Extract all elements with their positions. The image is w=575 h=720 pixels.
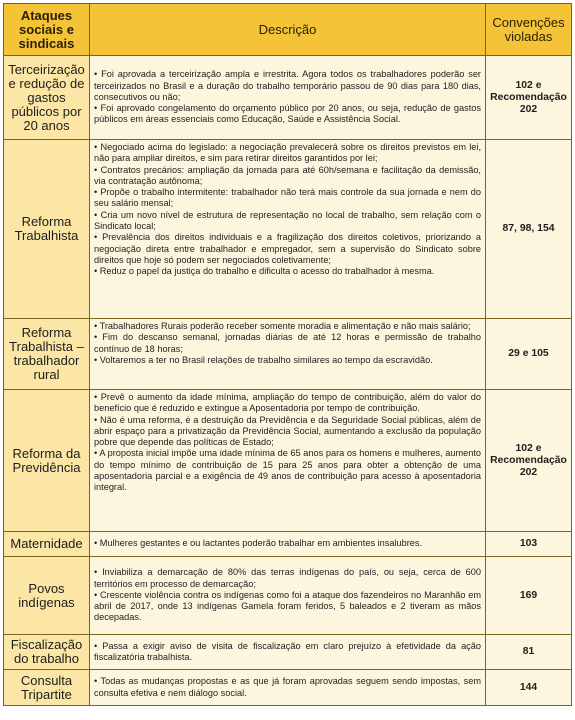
table-row <box>4 635 572 670</box>
bullet: • Cria um novo nível de estrutura de representação no local de trabalho, sem relação com o Sindicato local; <box>94 209 481 232</box>
bullet: • Propõe o trabalho intermitente: trabalhador não terá mais controle da sua jornada e nem do seu salário mensal; <box>94 187 481 209</box>
attack-name: Terceirização e redução de gastos públicos por 20 anos <box>4 56 90 140</box>
table-row <box>4 319 572 390</box>
attack-description <box>90 532 486 557</box>
bullet: • Não é uma reforma, é a destruição da Previdência e da Seguridade Social públicas, além de abrir espaço para a privatização da Previdência Social, aumentando a exclusão da população pobre que depende das políticas de Estado; <box>94 414 481 448</box>
header-conventions: Convenções violadas <box>486 4 572 56</box>
attack-description <box>90 390 486 532</box>
header-attacks: Ataques sociais e sindicais <box>4 4 90 56</box>
attack-name: Reforma Trabalhista <box>4 140 90 319</box>
bullet: • Inviabiliza a demarcação de 80% das terras indígenas do país, ou seja, cerca de 600 territórios em processo de demarcação; <box>94 567 481 589</box>
bullet: • Contratos precários: ampliação da jornada para até 60h/semana e facilitação da demissão, via contratação autônoma; <box>94 164 481 186</box>
bullet: • Foi aprovada a terceirização ampla e irrestrita. Agora todos os trabalhadores poderão ser terceirizados no Brasil e a duração do trabalho temporário passou de 90 dias para 180 dias, consecutivos ou não; <box>94 69 481 102</box>
conventions-violated: 81 <box>486 635 572 670</box>
conventions-violated: 144 <box>486 670 572 706</box>
attack-description <box>90 140 486 319</box>
table-row <box>4 390 572 532</box>
bullet: • Voltaremos a ter no Brasil relações de trabalho similares ao tempo da escravidão. <box>94 354 433 365</box>
conventions-violated: 169 <box>486 557 572 635</box>
bullet: • Passa a exigir aviso de visita de fiscalização em claro prejuízo à efetividade da ação fiscalizatória trabalhista. <box>94 640 481 662</box>
table-row <box>4 140 572 319</box>
attack-description <box>90 319 486 390</box>
conventions-violated: 102 e Recomendação 202 <box>486 390 572 532</box>
attack-name: Reforma Trabalhista – trabalhador rural <box>4 319 90 390</box>
bullet: • Prevê o aumento da idade mínima, ampliação do tempo de contribuição, além do valor do benefício que é reduzido e extingue a Aposentadoria por tempo de contribuição. <box>94 392 481 414</box>
attack-name: Fiscalização do trabalho <box>4 635 90 670</box>
table-row <box>4 670 572 706</box>
bullet: • A proposta inicial impõe uma idade mínima de 65 anos para os homens e mulheres, aumento do tempo mínimo de contribuição de 15 para 25 anos para obter a obtenção de uma aposentadoria parcial e a exigência de 49 anos de contribuição para acesso à aposentadoria integral. <box>94 448 481 493</box>
attack-description <box>90 56 486 140</box>
conventions-violated: 102 e Recomendação 202 <box>486 56 572 140</box>
table-row <box>4 557 572 635</box>
bullet: • Prevalência dos direitos individuais e a fragilização dos direitos coletivos, priorizando a negociação direta entre trabalhador e empregador, sem a supervisão do Sindicato sobre direitos que hoje só podem ser negociados coletivamente; <box>94 232 481 265</box>
bullet: • Todas as mudanças propostas e as que já foram aprovadas seguem sendo impostas, sem consulta efetiva e nem diálogo social. <box>94 676 481 698</box>
attack-name: Povos indígenas <box>4 557 90 635</box>
bullet: • Reduz o papel da justiça do trabalho e dificulta o acesso do trabalhador à mesma. <box>94 266 435 277</box>
table-row <box>4 532 572 557</box>
conventions-violated: 29 e 105 <box>486 319 572 390</box>
table-row <box>4 56 572 140</box>
bullet: • Trabalhadores Rurais poderão receber somente moradia e alimentação e não mais salário; <box>94 321 471 331</box>
attack-name: Consulta Tripartite <box>4 670 90 706</box>
bullet: • Foi aprovado congelamento do orçamento público por 20 anos, ou seja, redução de gastos públicos em áreas essenciais como Educação, Saúde e Assistência Social. <box>94 103 481 125</box>
attack-description <box>90 557 486 635</box>
bullet: • Mulheres gestantes e ou lactantes poderão trabalhar em ambientes insalubres. <box>94 538 423 549</box>
conventions-violated: 103 <box>486 532 572 557</box>
conventions-violated: 87, 98, 154 <box>486 140 572 319</box>
attacks-table <box>3 3 572 706</box>
attack-name: Maternidade <box>4 532 90 557</box>
attack-name: Reforma da Previdência <box>4 390 90 532</box>
table-header-row <box>4 4 572 56</box>
bullet: • Negociado acima do legislado: a negociação prevalecerá sobre os direitos previstos em lei, não para ampliar direitos, e sim para retirar direitos garantidos por lei; <box>94 142 481 164</box>
bullet: • Crescente violência contra os indígenas como foi a ataque dos fazendeiros no Maranhão em abril de 2017, onde 13 indígenas Gamela foram feridos, 5 baleados e 2 tiveram as mãos decepadas. <box>94 589 481 623</box>
bullet: • Fim do descanso semanal, jornadas diárias de até 12 horas e permissão de trabalho contínuo de 18 horas; <box>94 332 481 354</box>
header-description: Descrição <box>90 4 486 56</box>
attack-description <box>90 635 486 670</box>
attack-description <box>90 670 486 706</box>
